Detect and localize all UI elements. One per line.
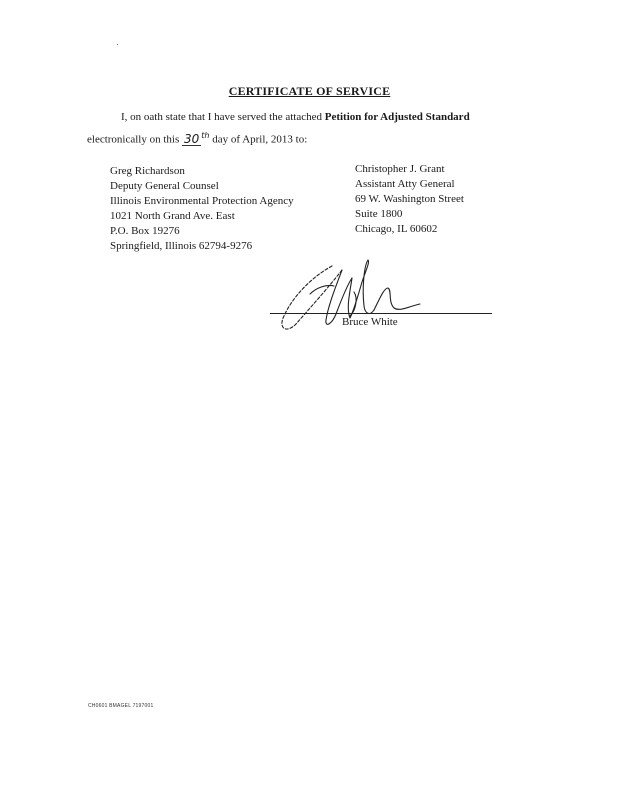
address-line: Assistant Atty General <box>355 178 455 190</box>
scan-speck <box>117 44 118 45</box>
address-line: Illinois Environmental Protection Agency <box>110 195 294 207</box>
signature-line <box>270 313 492 314</box>
signature-block <box>270 258 500 348</box>
footer-code: CH0601 BMAGEL 7197001 <box>88 703 154 709</box>
address-line: 69 W. Washington Street <box>355 193 464 205</box>
address-line: Springfield, Illinois 62794-9276 <box>110 240 253 252</box>
document-title: CERTIFICATE OF SERVICE <box>228 84 391 98</box>
address-line: Christopher J. Grant <box>355 163 445 175</box>
recipient-address-left <box>110 164 294 254</box>
handwritten-signature <box>270 258 500 348</box>
address-line: 1021 North Grand Ave. East <box>110 210 235 222</box>
signer-name: Bruce White <box>342 316 398 328</box>
statement-line-2-prefix: electronically on this <box>87 133 182 146</box>
handwritten-day-suffix: th <box>201 131 210 140</box>
address-line: Chicago, IL 60602 <box>355 223 438 235</box>
statement-line-2 <box>87 131 307 146</box>
handwritten-day: 30 <box>184 131 200 146</box>
petition-title: Petition for Adjusted Standard <box>324 111 470 123</box>
address-line: Suite 1800 <box>355 208 403 220</box>
statement-line-2-suffix: day of April, 2013 to: <box>209 133 308 146</box>
statement-line-1 <box>121 111 470 123</box>
address-line: Greg Richardson <box>110 165 185 177</box>
address-line: Deputy General Counsel <box>110 180 219 192</box>
address-line: P.O. Box 19276 <box>110 225 180 237</box>
recipient-address-right <box>355 162 464 237</box>
statement-line-1-text: I, on oath state that I have served the attached <box>121 111 325 123</box>
